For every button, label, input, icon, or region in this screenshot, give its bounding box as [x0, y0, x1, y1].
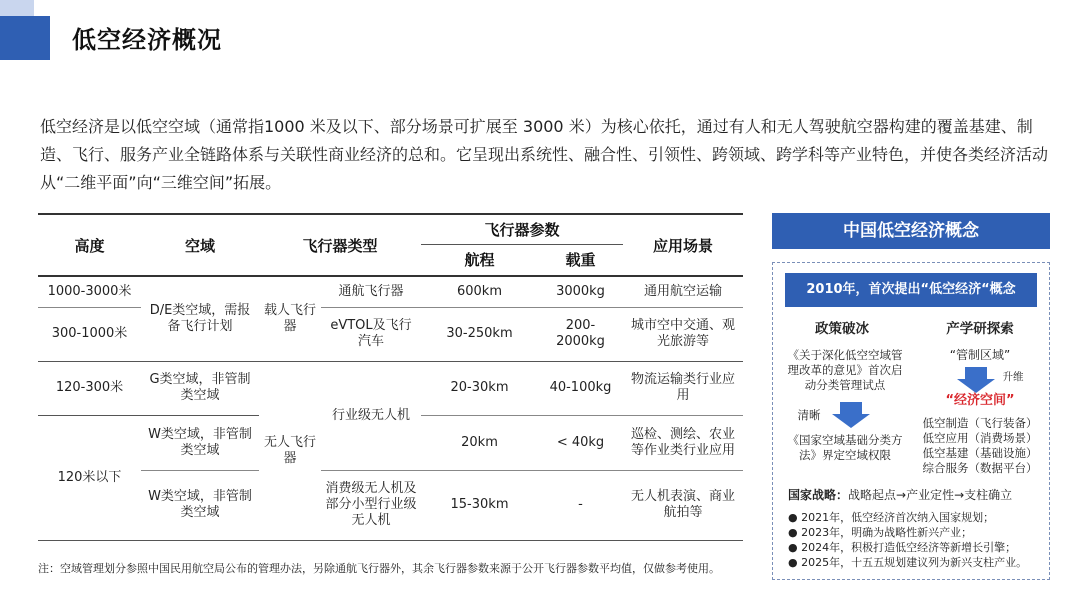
- page-title: 低空经济概况: [72, 26, 222, 54]
- cell-range: 20km: [421, 415, 538, 470]
- cell-range: 15-30km: [421, 470, 538, 540]
- right-title: 产学研探索: [946, 321, 1014, 337]
- cell-range: 30-250km: [421, 307, 538, 361]
- airspace-table: [38, 213, 743, 541]
- header-range: 航程: [421, 244, 538, 276]
- header-params: 飞行器参数: [421, 214, 623, 244]
- cell-load: 200-2000kg: [538, 307, 623, 361]
- cell-height: 300-1000米: [38, 307, 141, 361]
- cell-airspace: W类空域，非管制类空域: [141, 470, 259, 540]
- header-scenario: 应用场景: [623, 214, 743, 276]
- cell-load: < 40kg: [538, 415, 623, 470]
- cell-aircraft: 通航飞行器: [321, 276, 421, 307]
- cell-unmanned: 无人飞行器: [259, 361, 321, 540]
- right-list-item: 低空制造（飞行装备）: [922, 416, 1038, 430]
- right-highlight: “经济空间”: [945, 393, 1015, 408]
- right-list-item: 低空基建（基础设施）: [922, 446, 1038, 460]
- left-text-2: 《国家空域基础分类方法》界定空域权限: [787, 433, 903, 462]
- strategy-bullets: [788, 510, 1027, 570]
- right-arrow-label: 升维: [1002, 371, 1024, 383]
- cell-load: 40-100kg: [538, 361, 623, 415]
- cell-height: 1000-3000米: [38, 276, 141, 307]
- right-list: [918, 416, 1042, 476]
- intro-paragraph: 低空经济是以低空空域（通常指1000 米及以下、部分场景可扩展至 3000 米）为核心依托，通过有人和无人驾驶航空器构建的覆盖基建、制造、飞行、服务产业全链路体系与关联性商业经济的总和。它呈现出系统性、融合性、引领性、跨领域、跨学科等产业特色，并使各类经济活动从“二维平面”向“三维空间”拓展。: [40, 117, 1049, 192]
- cell-aircraft: eVTOL及飞行汽车: [321, 307, 421, 361]
- cell-height: 120米以下: [38, 415, 141, 540]
- header-airspace: 空域: [141, 214, 259, 276]
- panel-header: 中国低空经济概念: [772, 213, 1050, 249]
- right-list-item: 综合服务（数据平台）: [922, 461, 1038, 475]
- panel-sub-header: 2010年，首次提出“低空经济“概念: [785, 273, 1037, 307]
- right-text-1: “管制区域”: [949, 348, 1011, 362]
- cell-scenario: 巡检、测绘、农业等作业类行业应用: [623, 415, 743, 470]
- cell-airspace: G类空域，非管制类空域: [141, 361, 259, 415]
- cell-height: 120-300米: [38, 361, 141, 415]
- header-aircraft-type: 飞行器类型: [259, 214, 421, 276]
- cell-aircraft: 消费级无人机及部分小型行业级无人机: [321, 470, 421, 540]
- cell-load: -: [538, 470, 623, 540]
- bullet-item: ● 2021年，低空经济首次纳入国家规划；: [788, 511, 995, 524]
- cell-range: 20-30km: [421, 361, 538, 415]
- cell-scenario: 无人机表演、商业航拍等: [623, 470, 743, 540]
- strategy-line: [788, 488, 1048, 503]
- title-accent-bar: [0, 16, 50, 60]
- left-text-1: 《关于深化低空空域管理改革的意见》首次启动分类管理试点: [787, 348, 903, 392]
- bullet-item: ● 2025年，十五五规划建议列为新兴支柱产业。: [788, 556, 1028, 569]
- strategy-text: 战略起点→产业定性→支柱确立: [848, 488, 1013, 502]
- footnote: 注：空域管理划分参照中国民用航空局公布的管理办法，另除通航飞行器外，其余飞行器参数来源于公开飞行器参数平均值，仅做参考使用。: [38, 562, 720, 575]
- bullet-item: ● 2024年，积极打造低空经济等新增长引擎；: [788, 541, 1017, 554]
- cell-scenario: 通用航空运输: [623, 276, 743, 307]
- arrow-down-icon: [832, 402, 870, 428]
- cell-load: 3000kg: [538, 276, 623, 307]
- cell-range: 600km: [421, 276, 538, 307]
- cell-airspace: W类空域，非管制类空域: [141, 415, 259, 470]
- cell-industrial-uav: 行业级无人机: [321, 361, 421, 470]
- bullet-item: ● 2023年，明确为战略性新兴产业；: [788, 526, 973, 539]
- cell-airspace-de: D/E类空域，需报备飞行计划: [141, 276, 259, 361]
- arrow-down-icon: [957, 367, 995, 393]
- cell-scenario: 物流运输类行业应用: [623, 361, 743, 415]
- header-load: 载重: [538, 244, 623, 276]
- strategy-label: 国家战略：: [788, 488, 849, 502]
- cell-manned: 载人飞行器: [259, 276, 321, 361]
- header-height: 高度: [38, 214, 141, 276]
- left-title: 政策破冰: [815, 321, 869, 337]
- right-list-item: 低空应用（消费场景）: [922, 431, 1038, 445]
- cell-scenario: 城市空中交通、观光旅游等: [623, 307, 743, 361]
- left-arrow-label: 清晰: [797, 408, 821, 422]
